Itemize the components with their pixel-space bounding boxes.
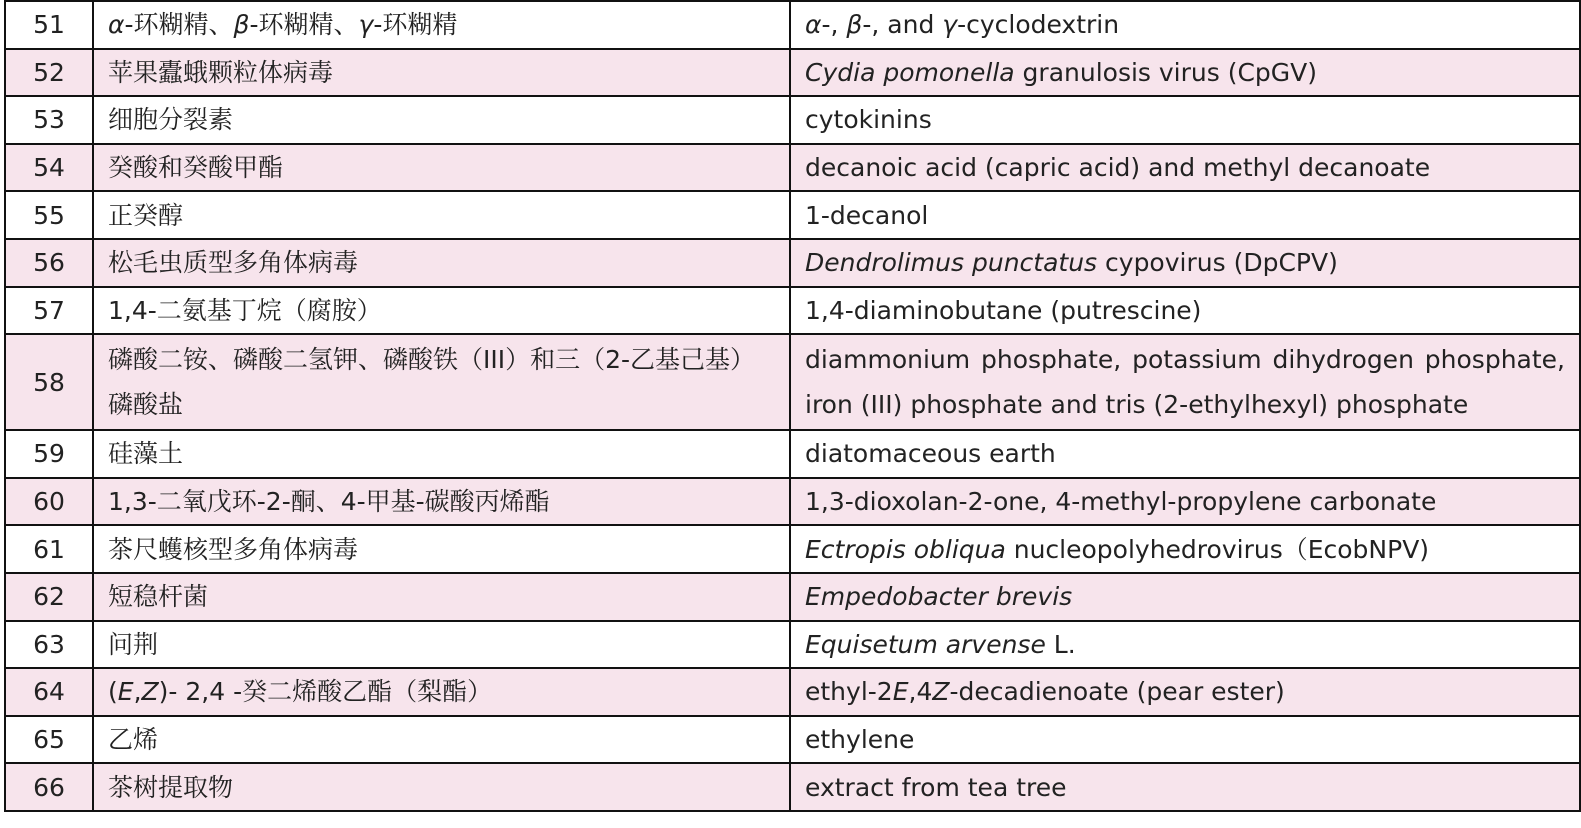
term-text: cypovirus (DpCPV)	[1097, 248, 1338, 278]
row-number: 63	[5, 621, 93, 669]
row-number: 57	[5, 287, 93, 335]
table-row	[5, 430, 1580, 478]
term-text: L.	[1045, 629, 1076, 659]
english-term: ethylene	[790, 716, 1580, 764]
chinese-term: 问荆	[93, 621, 790, 669]
english-term	[790, 49, 1580, 97]
term-text: -环糊精	[373, 10, 458, 40]
scientific-name: Dendrolimus punctatus	[805, 248, 1098, 278]
term-text: )- 2,4 -癸二烯酸乙酯（梨酯）	[158, 677, 493, 707]
table-row	[5, 239, 1580, 287]
english-term: extract from tea tree	[790, 763, 1580, 811]
english-term: cytokinins	[790, 96, 1580, 144]
table-row	[5, 191, 1580, 239]
chinese-term: 茶树提取物	[93, 763, 790, 811]
table-row	[5, 49, 1580, 97]
table-row	[5, 144, 1580, 192]
english-term	[790, 1, 1580, 49]
row-number: 64	[5, 668, 93, 716]
row-number: 59	[5, 430, 93, 478]
row-number: 52	[5, 49, 93, 97]
term-text: -cyclodextrin	[957, 10, 1120, 40]
chinese-term: 硅藻土	[93, 430, 790, 478]
term-text: -环糊精、	[124, 10, 234, 40]
table-row	[5, 96, 1580, 144]
english-term: diammonium phosphate, potassium dihydrogen phosphate, iron (III) phosphate and tris (2-ethylhexyl) phosphate	[790, 334, 1580, 430]
glossary-table-body	[5, 1, 1580, 811]
isomer-letter: Z	[932, 677, 950, 707]
chinese-term: 乙烯	[93, 716, 790, 764]
row-number: 54	[5, 144, 93, 192]
greek-alpha: α	[805, 10, 822, 40]
row-number: 66	[5, 763, 93, 811]
greek-beta: β	[846, 10, 863, 40]
row-number: 56	[5, 239, 93, 287]
term-text: ,	[133, 677, 142, 707]
table-row	[5, 287, 1580, 335]
term-text: ethyl-2	[805, 677, 893, 707]
scientific-name: Empedobacter brevis	[805, 582, 1073, 612]
term-text: -环糊精、	[249, 10, 359, 40]
greek-gamma: γ	[942, 10, 958, 40]
english-term: decanoic acid (capric acid) and methyl decanoate	[790, 144, 1580, 192]
table-row	[5, 478, 1580, 526]
chinese-term: 正癸醇	[93, 191, 790, 239]
isomer-letter: E	[117, 677, 134, 707]
row-number: 62	[5, 573, 93, 621]
table-row	[5, 668, 1580, 716]
scientific-name: Equisetum arvense	[805, 629, 1046, 659]
table-row	[5, 763, 1580, 811]
term-text: -, and	[862, 10, 943, 40]
english-term	[790, 668, 1580, 716]
table-row	[5, 621, 1580, 669]
chinese-term	[93, 668, 790, 716]
english-term	[790, 525, 1580, 573]
english-term: 1,3-dioxolan-2-one, 4-methyl-propylene carbonate	[790, 478, 1580, 526]
english-term	[790, 239, 1580, 287]
chinese-term	[93, 1, 790, 49]
chinese-term: 1,3-二氧戊环-2-酮、4-甲基-碳酸丙烯酯	[93, 478, 790, 526]
table-row	[5, 525, 1580, 573]
english-term	[790, 621, 1580, 669]
chinese-term: 癸酸和癸酸甲酯	[93, 144, 790, 192]
isomer-letter: E	[892, 677, 909, 707]
chinese-term: 苹果蠹蛾颗粒体病毒	[93, 49, 790, 97]
table-row	[5, 1, 1580, 49]
table-row	[5, 716, 1580, 764]
english-term: 1-decanol	[790, 191, 1580, 239]
term-text: nucleopolyhedrovirus（EcobNPV)	[1005, 534, 1430, 564]
row-number: 53	[5, 96, 93, 144]
chinese-term: 松毛虫质型多角体病毒	[93, 239, 790, 287]
row-number: 65	[5, 716, 93, 764]
chinese-term: 细胞分裂素	[93, 96, 790, 144]
term-text: (	[108, 677, 118, 707]
row-number: 61	[5, 525, 93, 573]
greek-beta: β	[233, 10, 250, 40]
term-text: -,	[821, 10, 847, 40]
row-number: 58	[5, 334, 93, 430]
chinese-term: 短稳杆菌	[93, 573, 790, 621]
glossary-table	[4, 0, 1581, 812]
scientific-name: Ectropis obliqua	[805, 534, 1006, 564]
chinese-term: 1,4-二氨基丁烷（腐胺）	[93, 287, 790, 335]
row-number: 55	[5, 191, 93, 239]
term-text: granulosis virus (CpGV)	[1014, 57, 1318, 87]
row-number: 51	[5, 1, 93, 49]
scientific-name: Cydia pomonella	[805, 57, 1015, 87]
greek-alpha: α	[108, 10, 125, 40]
english-term	[790, 573, 1580, 621]
table-row	[5, 573, 1580, 621]
table-row	[5, 334, 1580, 430]
term-text: -decadienoate (pear ester)	[949, 677, 1285, 707]
english-term: 1,4-diaminobutane (putrescine)	[790, 287, 1580, 335]
chinese-term: 茶尺蠖核型多角体病毒	[93, 525, 790, 573]
chinese-term: 磷酸二铵、磷酸二氢钾、磷酸铁（III）和三（2-乙基己基）磷酸盐	[93, 334, 790, 430]
greek-gamma: γ	[358, 10, 374, 40]
isomer-letter: Z	[141, 677, 159, 707]
row-number: 60	[5, 478, 93, 526]
term-text: ,4	[908, 677, 933, 707]
english-term: diatomaceous earth	[790, 430, 1580, 478]
